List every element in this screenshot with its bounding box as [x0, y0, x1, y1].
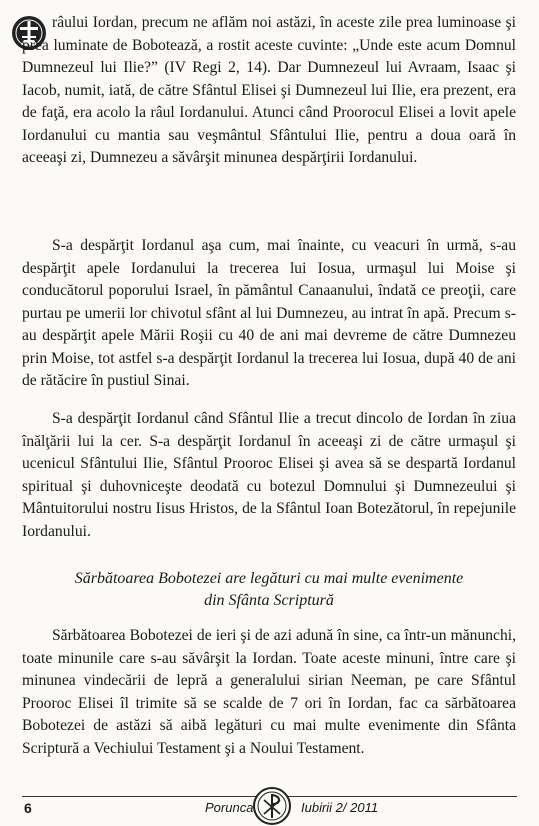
paragraph-3: S-a despărţit Iordanul când Sfântul Ilie a trecut dincolo de Iordan în ziua înălţării lui la cer. S-a despărţit Iordanul în aceeaşi zi de către urmaşul şi ucenicul Sfântului Ilie, Sfântul Prooroc Elisei şi avea să se despartă Iordanul spiritual şi duhovniceşte deodată cu botezul Domnului şi Dumnezeului şi Mântuitorului nostru Iisus Hristos, de la Sfântul Ioan Botezătorul, în repejunile Iordanului.	[22, 410, 516, 540]
paragraph-1: râului Iordan, precum ne aflăm noi astăzi, în aceste zile prea luminoase şi prea luminate de Bobotează, a rostit aceste cuvinte: „Unde este acum Domnul Dumnezeul lui Ilie?” (IV Regi 2, 14). Dar Dumnezeul lui Avraam, Isaac şi Iacob, numit, iată, de către Sfântul Elisei şi Dumnezeul lui Ilie, era prezent, era de faţă, era acolo la râul Iordanului. Atunci când Proorocul Elisei a lovit apele Iordanului cu mantia sau veşmântul Sfântului Ilie, pentru a doua oară în aceeaşi zi, Dumnezeu a săvârşit minunea despărţirii Iordanului.	[22, 14, 516, 166]
magazine-name-right: Iubirii 2/ 2011	[301, 800, 379, 815]
section-title	[22, 568, 516, 612]
paragraph-2: S-a despărţit Iordanul aşa cum, mai înainte, cu veacuri în urmă, s-au despărţit apele Iordanului la trecerea lui Iosua, urmaşul lui Moise şi conducătorul poporului Israel, în pământul Canaanului, îndată ce preoţii, care purtau pe umerii lor chivotul sfânt al lui Dumnezeu, au intrat în apă. Precum s-au despărţit apele Mării Roşii cu 40 de ani mai devreme de către Dumnezeu prin Moise, tot astfel s-a despărţit Iordanul la trecerea lui Iosua, după 40 de ani de rătăcire în pustiul Sinai.	[22, 237, 516, 389]
page-footer	[0, 786, 539, 823]
section-title-line2: din Sfânta Scriptură	[204, 592, 334, 609]
paragraph-4: Sărbătoarea Bobotezei de ieri şi de azi adună în sine, ca într-un mănunchi, toate minunile care s-au săvârşit la Iordan. Toate aceste minuni, între care şi minunea vindecării de lepră a generalului sirian Neeman, pe care Sfântul Prooroc Elisei îl trimite să se scalde de 7 ori în Iordan, fac ca sărbătoarea Bobotezei de astăzi să aibă legături cu mai multe evenimente din Sfânta Scriptură a Vechiului Testament şi a Noului Testament.	[22, 627, 516, 757]
chi-rho-emblem-icon	[252, 786, 292, 826]
section-title-line1: Sărbătoarea Bobotezei are legături cu mai multe evenimente	[74, 570, 464, 587]
page-number: 6	[24, 800, 32, 816]
magazine-name-left: Porunca	[205, 800, 254, 815]
